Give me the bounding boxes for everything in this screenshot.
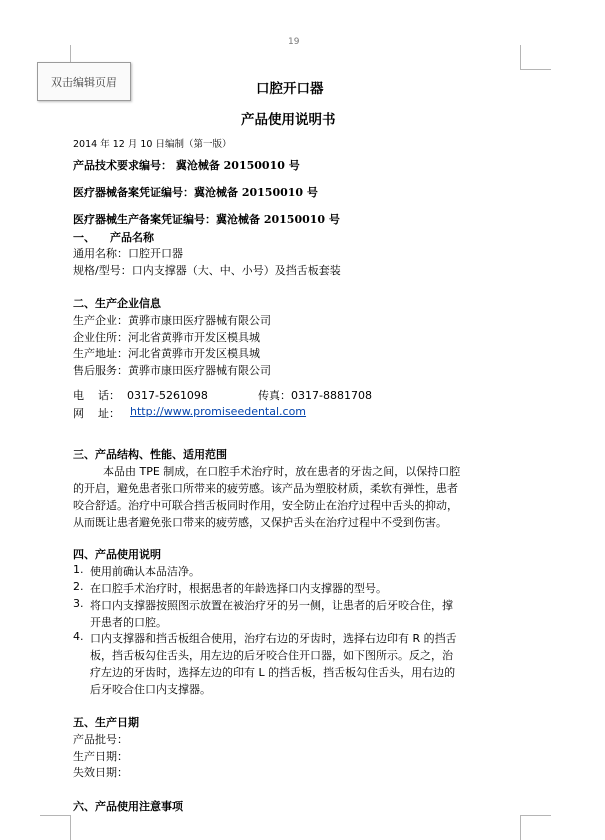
document-subtitle: 产品使用说明书 [241, 112, 336, 128]
section-heading: 四、产品使用说明 [73, 548, 161, 561]
body-line: 的开启，避免患者张口所带来的疲劳感。该产品为塑胶材质，柔软有弹性，患者 [73, 482, 458, 495]
list-item-text: 开患者的口腔。 [90, 616, 167, 629]
list-item-text: 在口腔手术治疗时，根据患者的年龄选择口内支撑器的型号。 [90, 582, 387, 595]
body-line: 企业住所：河北省黄骅市开发区模具城 [73, 331, 260, 344]
list-item-text: 板，挡舌板勾住舌头，用左边的后牙咬合住开口器，如下图所示。反之，治 [90, 649, 453, 662]
list-number: 1. [73, 563, 84, 576]
list-item-text: 将口内支撑器按照图示放置在被治疗牙的另一侧，让患者的后牙咬合住，撑 [90, 599, 453, 612]
body-line: 本品由 TPE 制成，在口腔手术治疗时，放在患者的牙齿之间，以保持口腔 [103, 465, 461, 478]
section-heading: 五、生产日期 [73, 716, 139, 729]
section-heading: 产品名称 [110, 231, 154, 244]
page-number: 19 [288, 37, 300, 47]
body-line: 生产日期： [73, 750, 128, 763]
registration-line: 产品技术要求编号： 冀沧械备 20150010 号 [73, 159, 300, 172]
list-number: 4. [73, 630, 84, 643]
list-item-text: 后牙咬合住口内支撑器。 [90, 683, 211, 696]
edit-date: 2014 年 12 月 10 日编制（第一版） [73, 139, 232, 150]
website-label: 网 址： [73, 407, 120, 420]
body-line: 生产地址：河北省黄骅市开发区模具城 [73, 347, 260, 360]
website-link[interactable]: http://www.promiseedental.com [130, 405, 307, 418]
edit-header-button[interactable]: 双击编辑页眉 [37, 62, 131, 101]
body-line: 失效日期： [73, 766, 128, 779]
list-number: 2. [73, 580, 84, 593]
fax-line: 传真：0317-8881708 [258, 389, 372, 402]
registration-line: 医疗器械生产备案凭证编号：冀沧械备 20150010 号 [73, 213, 340, 226]
section-heading: 三、产品结构、性能、适用范围 [73, 448, 227, 461]
body-line: 咬合舒适。治疗中可联合挡舌板同时作用，安全防止在治疗过程中舌头的抑动， [73, 499, 458, 512]
list-item-text: 口内支撑器和挡舌板组合使用，治疗右边的牙齿时，选择右边印有 R 的挡舌 [90, 632, 457, 645]
list-number: 3. [73, 597, 84, 610]
crop-mark-bottom-right [520, 815, 551, 840]
body-line: 从而既让患者避免张口带来的疲劳感，又保护舌头在治疗过程中不受到伤害。 [73, 516, 447, 529]
crop-mark-bottom-left [40, 815, 71, 840]
list-item-text: 疗左边的牙齿时，选择左边的印有 L 的挡舌板，挡舌板勾住舌头，用右边的 [90, 666, 456, 679]
section-heading-number: 一、 [73, 231, 95, 244]
crop-mark-top-right [520, 45, 551, 70]
body-line: 通用名称：口腔开口器 [73, 247, 183, 260]
section-heading: 二、生产企业信息 [73, 297, 161, 310]
body-line: 产品批号： [73, 733, 128, 746]
body-line: 规格/型号：口内支撑器（大、中、小号）及挡舌板套装 [73, 264, 341, 277]
document-title: 口腔开口器 [256, 81, 324, 97]
body-line: 生产企业：黄骅市康田医疗器械有限公司 [73, 314, 271, 327]
registration-line: 医疗器械备案凭证编号：冀沧械备 20150010 号 [73, 186, 318, 199]
phone-line: 电 话： 0317-5261098 [73, 389, 208, 402]
body-line: 售后服务：黄骅市康田医疗器械有限公司 [73, 364, 271, 377]
section-heading: 六、产品使用注意事项 [73, 800, 183, 813]
list-item-text: 使用前确认本品洁净。 [90, 565, 200, 578]
